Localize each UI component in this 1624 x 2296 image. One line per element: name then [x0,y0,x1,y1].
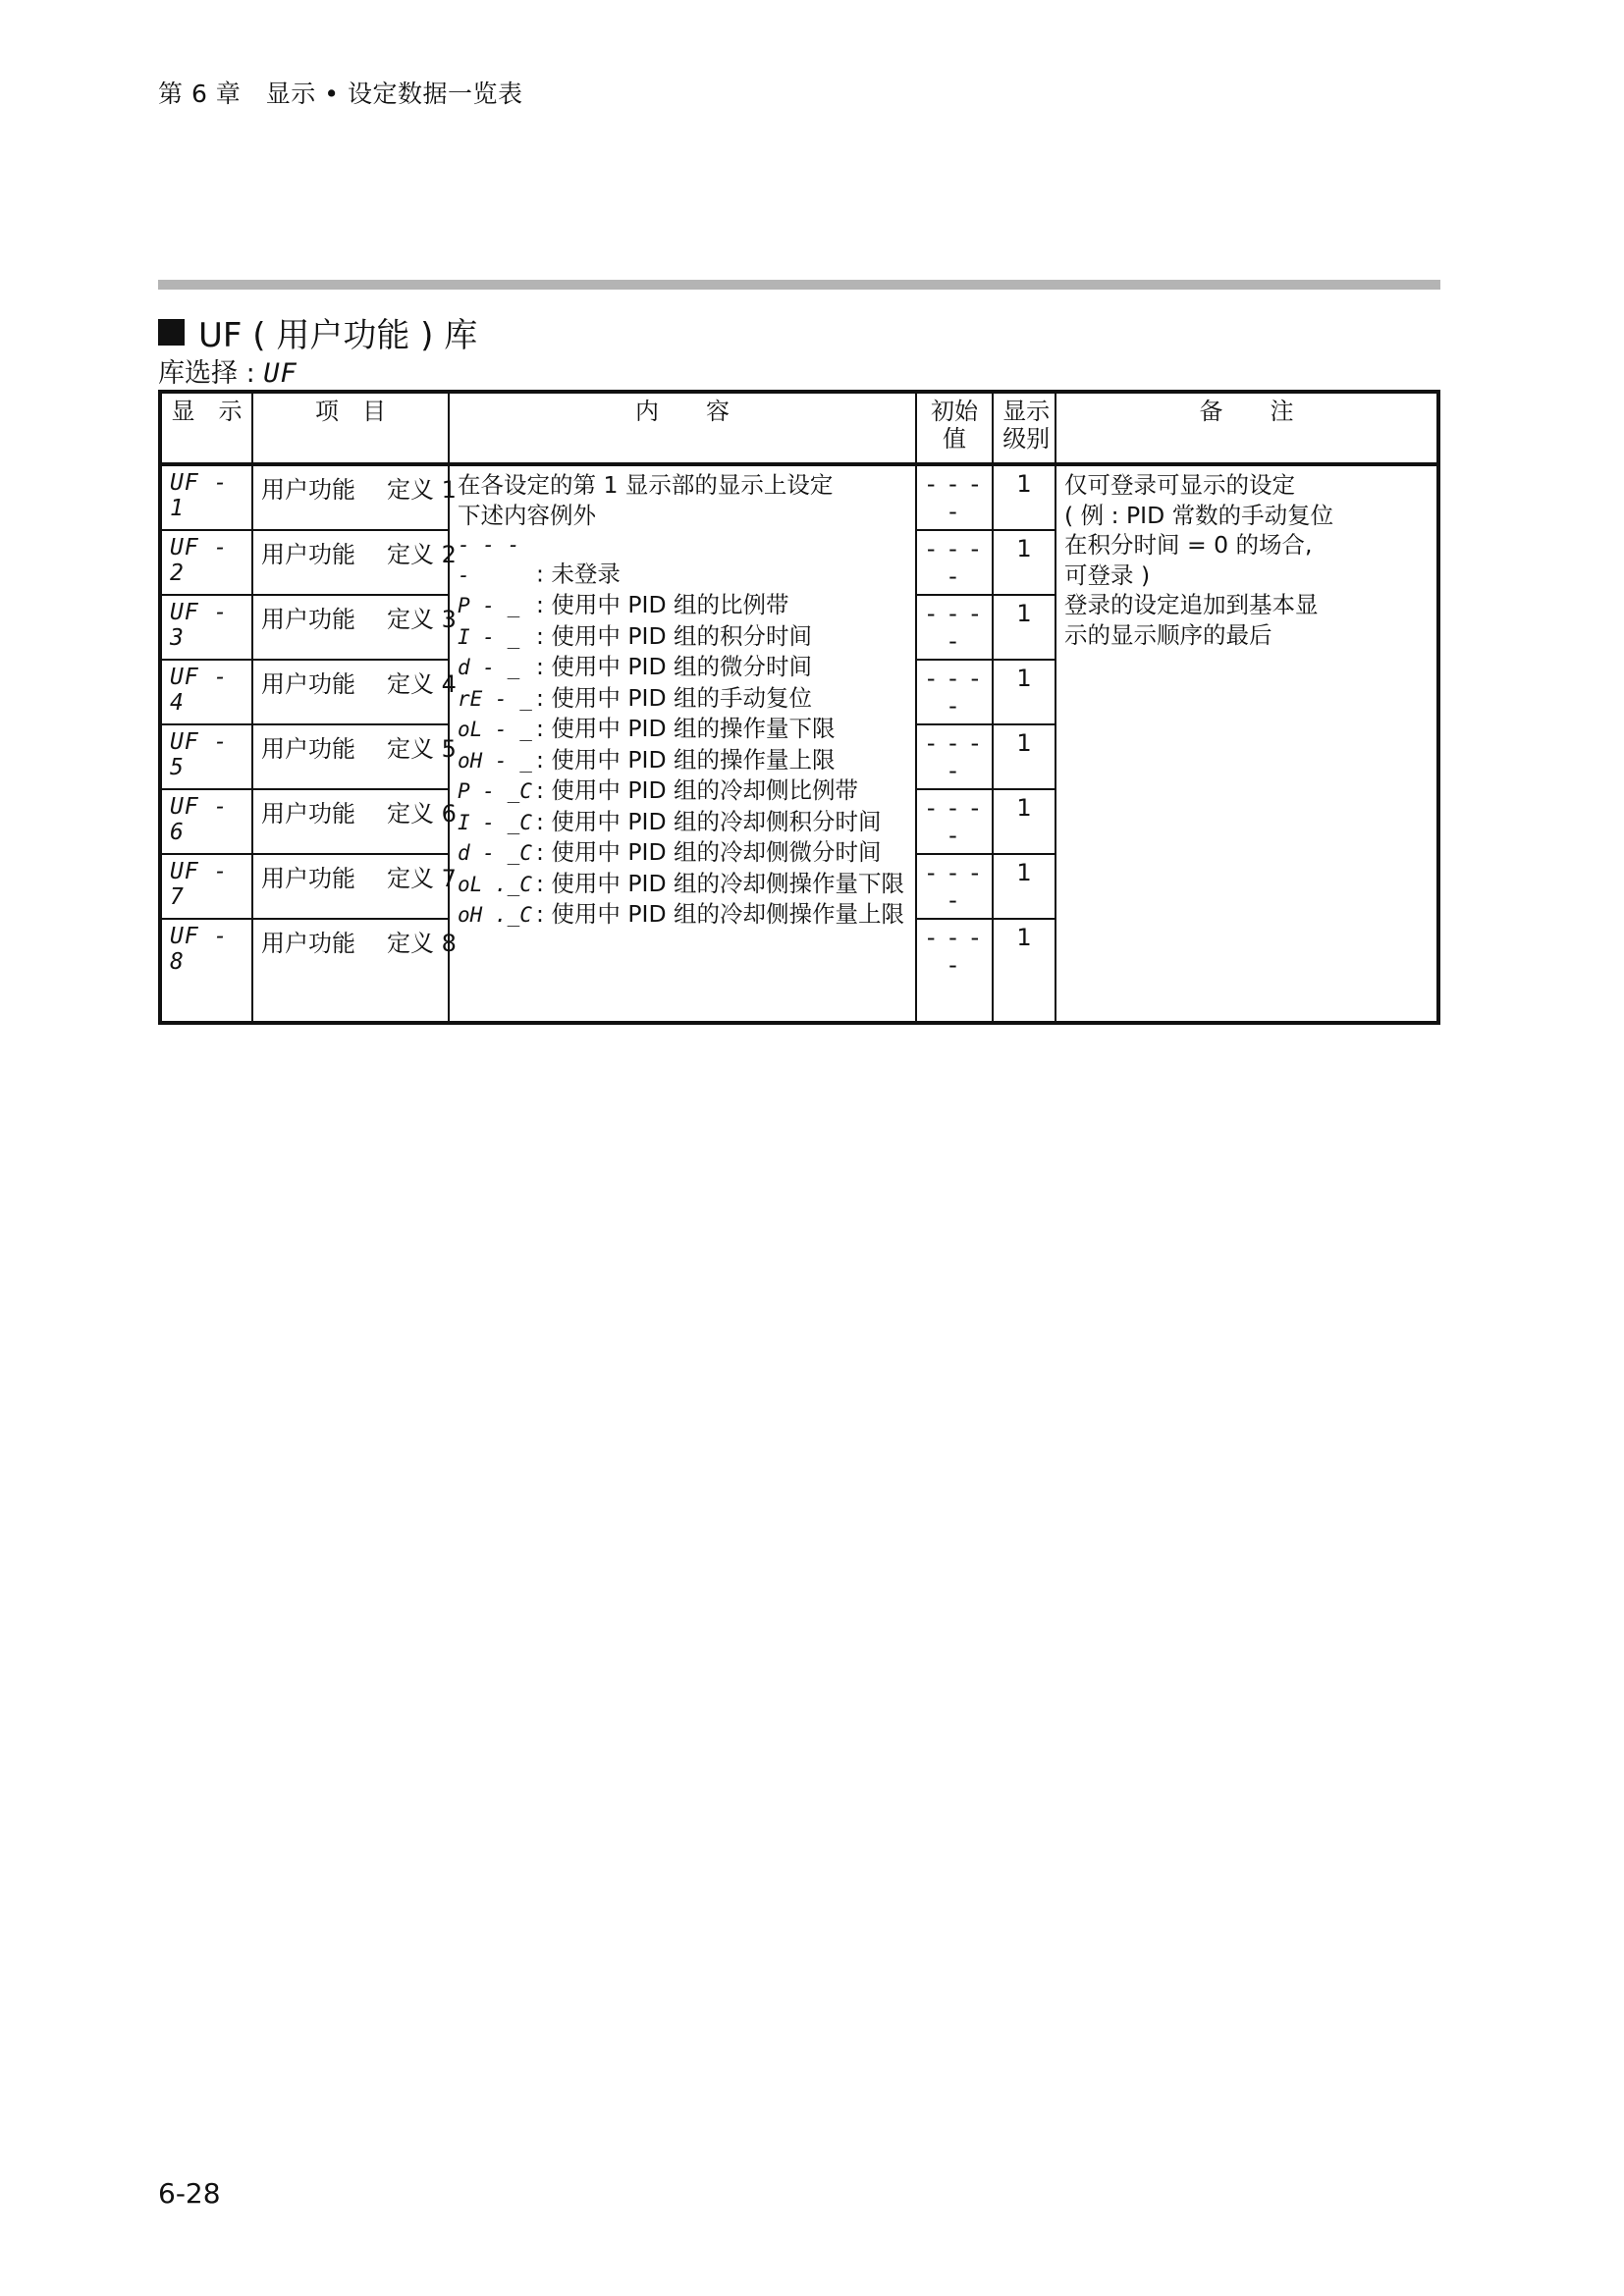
header-remark: 备 注 [1056,392,1438,464]
item-def: 定义 5 [387,735,457,763]
option-text: : 使用中 PID 组的冷却侧微分时间 [536,838,882,866]
item-cell [252,919,457,1023]
uf-bank-table [158,390,1440,1025]
display-level: 1 [993,660,1056,724]
option-text: : 使用中 PID 组的操作量下限 [536,715,836,742]
square-bullet-icon [158,319,185,346]
item-def: 定义 6 [387,800,457,828]
content-option [458,530,907,590]
item-cell [252,530,457,595]
item-name: 用户功能 [261,735,355,763]
item-def: 定义 1 [387,476,457,504]
initial-value: - - - - [916,595,993,660]
display-level: 1 [993,464,1056,530]
item-name: 用户功能 [261,865,355,892]
item-def: 定义 3 [387,606,457,633]
content-option [458,683,907,715]
option-code: d - _C [458,841,532,865]
section-divider [158,280,1440,290]
option-text: : 使用中 PID 组的积分时间 [536,621,813,650]
item-name: 用户功能 [261,670,355,698]
content-option [458,652,907,683]
item-cell [252,789,457,854]
initial-value: - - - - [916,464,993,530]
option-text: : 使用中 PID 组的操作量上限 [536,745,836,774]
display-code: UF - 6 [160,789,252,854]
initial-value: - - - - [916,919,993,1023]
header-content: 内 容 [449,392,916,464]
display-code: UF - 4 [160,660,252,724]
item-cell [252,464,457,530]
content-option [458,621,907,653]
item-def: 定义 2 [387,541,457,568]
section-title-text: UF ( 用户功能 ) 库 [198,316,478,355]
initial-value: - - - - [916,789,993,854]
table-row [160,464,1438,530]
display-code: UF - 2 [160,530,252,595]
item-cell [252,724,457,789]
initial-value: - - - - [916,660,993,724]
section-title [158,308,477,356]
content-option [458,837,907,869]
option-text: : 使用中 PID 组的冷却侧积分时间 [536,807,882,835]
content-option [458,775,907,807]
option-code: P - _ [458,594,520,617]
content-option [458,899,907,931]
option-code: oH ._C [458,903,532,927]
remark-line: 登录的设定追加到基本显 [1064,591,1319,618]
remark-line: 示的显示顺序的最后 [1064,620,1272,649]
display-level: 1 [993,595,1056,660]
remark-line: 仅可登录可显示的设定 [1064,471,1295,499]
item-def: 定义 7 [387,865,457,892]
option-text: : 使用中 PID 组的冷却侧比例带 [536,776,859,804]
remark-line: ( 例 : PID 常数的手动复位 [1064,501,1334,529]
remark-line: 在积分时间 = 0 的场合, [1064,531,1313,559]
page-number: 6-28 [158,2177,221,2210]
header-display: 显 示 [160,392,252,464]
bank-select-code: UF [263,358,298,389]
display-code: UF - 3 [160,595,252,660]
display-level: 1 [993,724,1056,789]
item-cell [252,854,457,919]
option-text: : 使用中 PID 组的手动复位 [536,683,813,712]
item-name: 用户功能 [261,541,355,568]
option-code: - - - - [458,533,520,587]
header-level-text: 显示级别 [1002,398,1051,453]
item-name: 用户功能 [261,476,355,504]
item-def: 定义 4 [387,670,457,698]
item-name: 用户功能 [261,930,355,957]
bank-select-label: 库选择 : [158,358,264,389]
option-code: oH - _ [458,748,532,773]
display-code: UF - 5 [160,724,252,789]
item-cell [252,660,457,724]
header-item: 项 目 [252,392,449,464]
display-code: UF - 8 [160,919,252,1023]
remark-cell [1056,464,1438,1023]
remark-line: 可登录 ) [1064,561,1151,589]
option-text: : 使用中 PID 组的微分时间 [536,653,813,680]
display-code: UF - 7 [160,854,252,919]
display-code: UF - 1 [160,464,252,530]
option-code: P - _C [458,779,532,803]
table-header-row [160,392,1438,464]
option-code: I - _ [458,624,520,649]
option-code: oL ._C [458,872,532,896]
content-option [458,745,907,776]
option-text: : 未登录 [536,560,621,588]
option-code: I - _C [458,810,532,834]
display-level: 1 [993,919,1056,1023]
content-line: 下述内容例外 [458,501,596,529]
content-cell [449,464,916,1023]
option-code: rE - _ [458,686,532,711]
item-def: 定义 8 [387,930,457,957]
option-text: : 使用中 PID 组的冷却侧操作量下限 [536,869,905,897]
option-code: d - _ [458,656,520,679]
display-level: 1 [993,789,1056,854]
bank-select-line [158,351,298,390]
header-level [993,392,1056,464]
initial-value: - - - - [916,854,993,919]
option-text: : 使用中 PID 组的比例带 [536,591,789,618]
option-text: : 使用中 PID 组的冷却侧操作量上限 [536,900,905,928]
display-level: 1 [993,530,1056,595]
content-option [458,590,907,621]
initial-value: - - - - [916,530,993,595]
initial-value: - - - - [916,724,993,789]
display-level: 1 [993,854,1056,919]
content-line: 在各设定的第 1 显示部的显示上设定 [458,471,834,499]
item-name: 用户功能 [261,606,355,633]
header-initial: 初始值 [916,392,993,464]
item-cell [252,595,457,660]
option-code: oL - _ [458,718,532,741]
item-name: 用户功能 [261,800,355,828]
chapter-header: 第 6 章 显示 • 设定数据一览表 [158,80,523,108]
content-option [458,807,907,838]
content-option [458,869,907,900]
content-option [458,714,907,745]
